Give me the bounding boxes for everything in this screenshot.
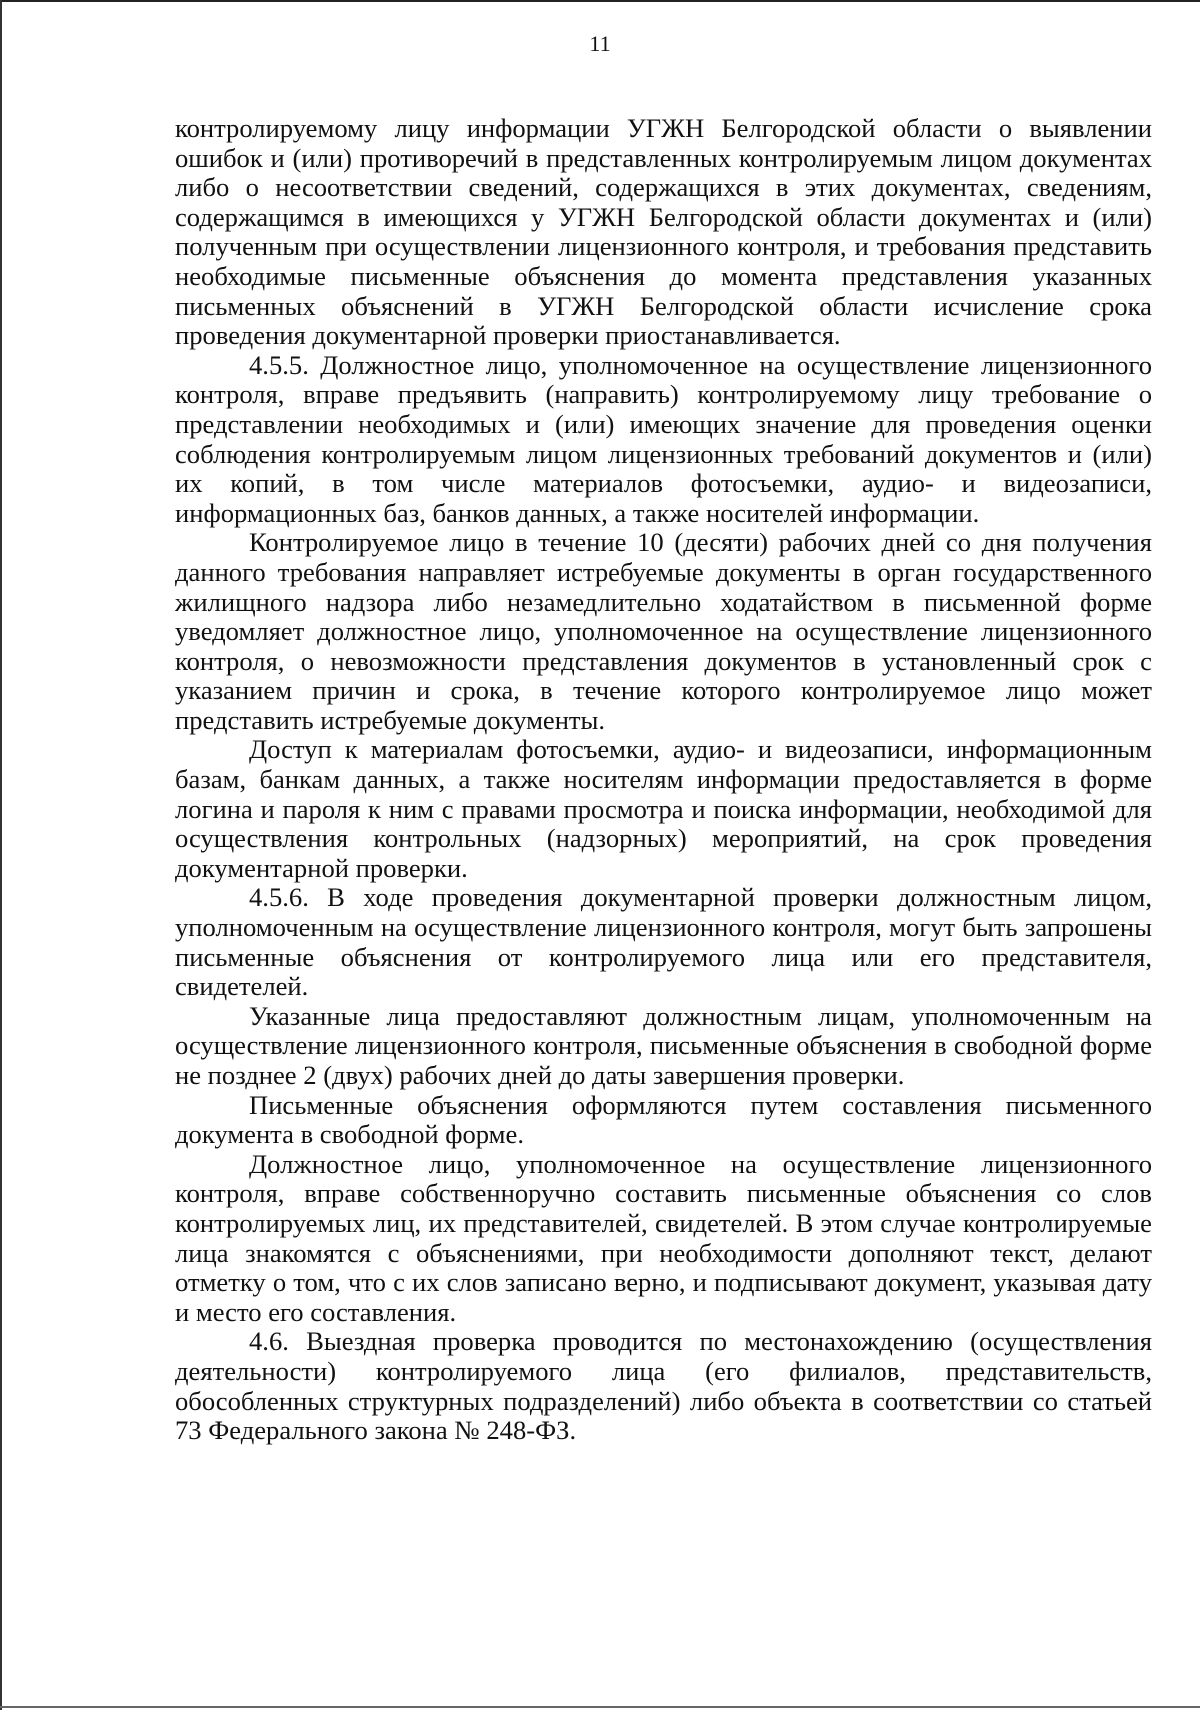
paragraph-4-6: 4.6. Выездная проверка проводится по местонахождению (осуществления деятельности) контролируемого лица (его филиалов, представительств, обособленных структурных подразделений) либо объекта в соответствии со статьей 73 Федерального закона № 248-ФЗ. <box>175 1326 1152 1446</box>
paragraph-4-5-5: 4.5.5. Должностное лицо, уполномоченное на осуществление лицензионного контроля, вправе предъявить (направить) контролируемому лицу требование о представлении необходимых и (или) имеющих значение для проведения оценки соблюдения контролируемым лицом лицензионных требований документов и (или) их копий, в том числе материалов фотосъемки, аудио- и видеозаписи, информационных баз, банков данных, а также носителей информации. <box>175 349 1152 528</box>
paragraph-explanations-deadline: Указанные лица предоставляют должностным лицам, уполномоченным на осуществление лицензионного контроля, письменные объяснения в свободной форме не позднее 2 (двух) рабочих дней до даты завершения проверки. <box>175 1000 1152 1090</box>
scan-border-top <box>0 0 1200 2</box>
paragraph-continuation: контролируемому лицу информации УГЖН Белгородской области о выявлении ошибок и (или) противоречий в представленных контролируемым лицом документах либо о несоответствии сведений, содержащихся в этих документах, сведениям, содержащимся в имеющихся у УГЖН Белгородской области документах и (или) полученным при осуществлении лицензионного контроля, и требования представить необходимые письменные объяснения до момента представления указанных письменных объяснений в УГЖН Белгородской области исчисление срока проведения документарной проверки приостанавливается. <box>175 113 1152 351</box>
paragraph-response-deadline: Контролируемое лицо в течение 10 (десяти) рабочих дней со дня получения данного требования направляет истребуемые документы в орган государственного жилищного надзора либо незамедлительно ходатайством в письменной форме уведомляет должностное лицо, уполномоченное на осуществление лицензионного контроля, о невозможности представления документов в установленный срок с указанием причин и срока, в течение которого контролируемое лицо может представить истребуемые документы. <box>175 527 1152 735</box>
document-body <box>175 114 1152 1446</box>
paragraph-4-5-6: 4.5.6. В ходе проведения документарной проверки должностным лицом, уполномоченным на осуществление лицензионного контроля, могут быть запрошены письменные объяснения от контролируемого лица или его представителя, свидетелей. <box>175 882 1152 1002</box>
page-number: 11 <box>589 31 611 56</box>
paragraph-access-materials: Доступ к материалам фотосъемки, аудио- и видеозаписи, информационным базам, банкам данных, а также носителям информации предоставляется в форме логина и пароля к ним с правами просмотра и поиска информации, необходимой для осуществления контрольных (надзорных) мероприятий, на срок проведения документарной проверки. <box>175 734 1152 883</box>
scan-border-bottom <box>0 1706 1200 1708</box>
paragraph-explanations-form: Письменные объяснения оформляются путем составления письменного документа в свободной форме. <box>175 1089 1152 1150</box>
scan-border-left <box>0 0 2 1710</box>
paragraph-official-records: Должностное лицо, уполномоченное на осуществление лицензионного контроля, вправе собственноручно составить письменные объяснения со слов контролируемых лиц, их представителей, свидетелей. В этом случае контролируемые лица знакомятся с объяснениями, при необходимости дополняют текст, делают отметку о том, что с их слов записано верно, и подписывают документ, указывая дату и место его составления. <box>175 1148 1152 1327</box>
